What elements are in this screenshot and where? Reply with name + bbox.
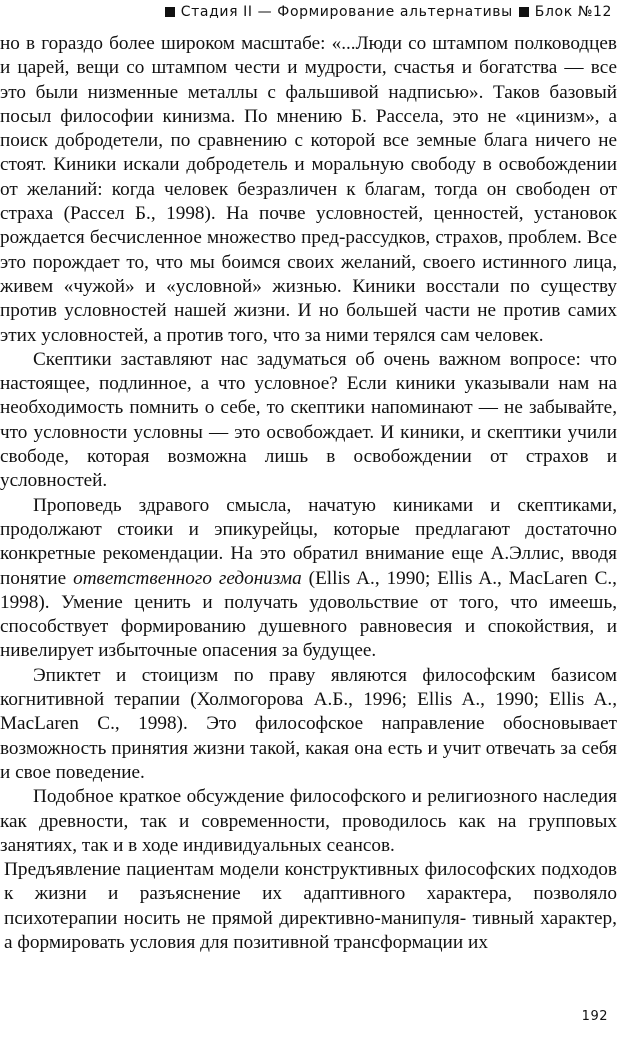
- paragraph-presentation: Предъявление пациентам модели конструктивных философских подходов к жизни и разъяснение их адаптивного характера, позволяло психотерапии носить не прямой директивно-манипуля- тивный характер, а формировать условия для позитивной трансформации их: [4, 859, 617, 953]
- paragraph-stoics: [0, 494, 617, 664]
- square-bullet-icon: [519, 7, 529, 17]
- paragraph-epictetus: Эпиктет и стоицизм по праву являются философским базисом когнитивной терапии (Холмогорова А.Б., 1996; Ellis A., 1990; Ellis A., MacLaren C., 1998). Это философское направление обосновывает возможность принятия жизни такой, какая она есть и учит отвечать за себя и свое поведение.: [0, 664, 617, 783]
- paragraph-discussion: Подобное краткое обсуждение философского и религиозного наследия как древности, так и современности, проводилось как на групповых занятиях, так и в ходе индивидуальных сеансов.: [0, 786, 617, 856]
- paragraph-skeptics: Скептики заставляют нас задуматься об очень важном вопросе: что настоящее, подлинное, а что условное? Если киники указывали нам на необходимость помнить о себе, то скептики напоминают — не забывайте, что условности условны — это освобождает. И киники, и скептики учили свободе, которая возможна лишь в освобождении от страхов и условностей.: [0, 348, 617, 492]
- paragraph-cynicism: но в гораздо более широком масштабе: «...Люди со штампом полководцев и царей, вещи со штампом чести и мудрости, счастья и богатства — все это были низменные металлы с фальшивой надписью». Таков базовый посыл философии кинизма. По мнению Б. Рассела, это не «цинизм», а поиск добродетели, по сравнению с которой все земные блага ничего не стоят. Киники искали добродетель и моральную свободу в освобождении от желаний: когда человек безразличен к благам, тогда он свободен от страха (Рассел Б., 1998). На почве условностей, ценностей, установок рождается бесчисленное множество пред-рассудков, страхов, проблем. Все это порождает то, что мы боимся своих желаний, своего истинного лица, живем «чужой» и «условной» жизнью. Киники восстали по существу против условностей нашей жизни. И но большей части не против самих этих условностей, а против того, что за ними терялся сам человек.: [0, 33, 617, 346]
- paragraph-stoics-end: (Ellis A., 1990; Ellis A., MacLaren C., 1998). Умение ценить и получать удовольствие от того, что имеешь, способствует формированию душевного равновесия и спокойствия, и нивелирует избыточные опасения за будущее.: [0, 567, 617, 662]
- header-block-label: Блок №12: [534, 4, 612, 20]
- page-body: [0, 32, 617, 955]
- header-stage-title: Стадия II — Формирование альтернативы: [180, 4, 513, 20]
- paragraph-stoics-start: Проповедь здравого смысла, начатую киниками и скептиками, продолжают стоики и эпикурейцы, которые предлагают достаточно конкретные рекомендации. На это обратил внимание еще А.Эллис, вводя понятие: [0, 494, 617, 589]
- running-header: [165, 4, 612, 20]
- term-responsible-hedonism: ответственного гедонизма: [73, 567, 302, 589]
- square-bullet-icon: [165, 7, 175, 17]
- page-number: 192: [581, 1009, 608, 1024]
